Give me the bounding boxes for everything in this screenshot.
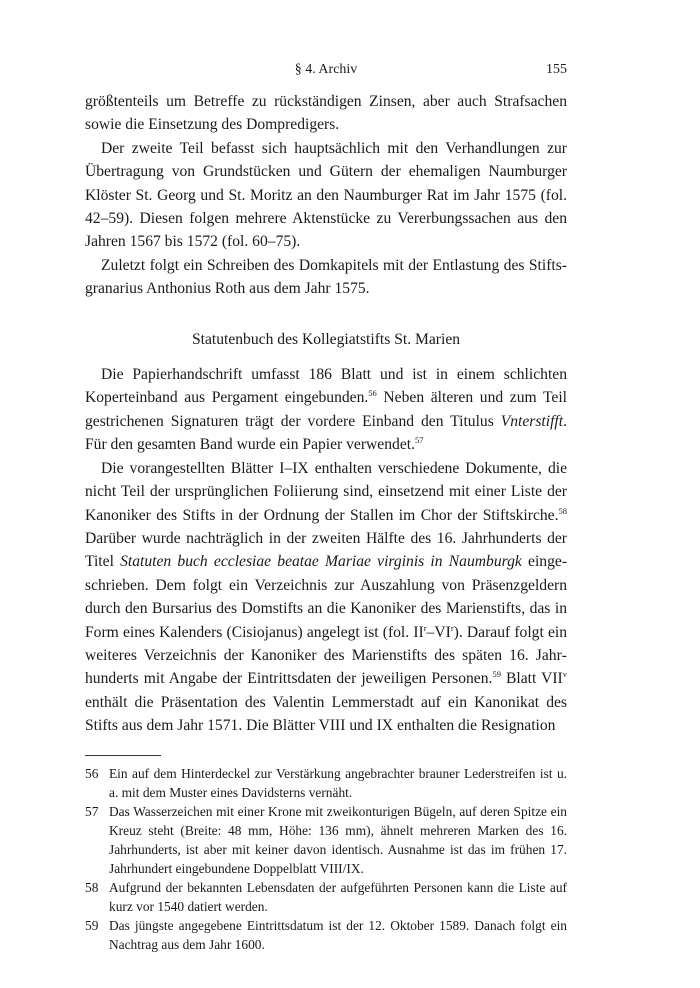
italic-title: Statuten buch ecclesiae beatae Mariae virginis in Naumburgk [120, 553, 522, 571]
paragraph [85, 363, 567, 457]
footnote [85, 764, 567, 802]
text-run: Die vorangestellten Blätter I–IX enthalten verschiedene Dokumente, die nicht Teil der ursprünglichen Foliierung sind, einsetzend mit einer Liste der Kanoniker des Stifts in der Ordnung der Stallen im Chor der Stiftskirche. [85, 459, 567, 524]
footnote-ref: 56 [368, 388, 377, 399]
folio-side: r [423, 622, 427, 633]
text-run: Neben älteren und zum Teil gestrichenen Signaturen trägt der vordere Einband den Titulus [85, 389, 567, 430]
footnote-number: 59 [85, 917, 99, 933]
text-run: Blatt VII [500, 670, 563, 688]
footnote-number: 57 [85, 803, 99, 819]
section-heading: Statutenbuch des Kollegiatstifts St. Marien [191, 330, 461, 348]
section-title: § 4. Archiv [294, 62, 358, 77]
text-run: ). Darauf folgt ein weiteres Verzeichnis der Kanoniker des Marienstifts des späten 16. Jahrhunderts mit Angabe der Eintrittsdaten der jeweiligen Personen. [85, 623, 567, 688]
footnote-ref: 58 [558, 505, 567, 516]
footnote [85, 916, 567, 954]
footnote-text: Das jüngste angegebene Eintrittsdatum ist der 12. Oktober 1589. Danach folgt ein Nachtrag aus dem Jahr 1600. [109, 917, 567, 952]
paragraph: größtenteils um Betreffe zu rückständigen Zinsen, aber auch Strafsachen sowie die Einsetzung des Dompredigers. [85, 93, 567, 134]
footnote-number: 58 [85, 879, 99, 895]
folio-side: r [450, 622, 454, 633]
footnote-ref: 59 [492, 669, 501, 680]
footnote-text: Das Wasserzeichen mit einer Krone mit zweikonturigen Bügeln, auf deren Spitze ein Kreuz steht (Breite: 48 mm, Höhe: 136 mm), ähnelt mehreren Marken des 16. Jahrhunderts, ist aber mit keiner davon identisch. Ausnahme ist das im frühen 17. Jahrhundert eingebundene Doppelblatt VIII/IX. [109, 803, 567, 876]
footnote [85, 878, 567, 916]
paragraph [85, 457, 567, 738]
running-head [85, 60, 567, 82]
footnote-number: 56 [85, 765, 99, 781]
main-text [85, 90, 567, 738]
paragraph: Zuletzt folgt ein Schreiben des Domkapitels mit der Entlastung des Stiftsgranarius Anthonius Roth aus dem Jahr 1575. [85, 256, 567, 298]
text-run: enthält die Präsentation des Valentin Lemmerstadt auf ein Kanonikat des Stifts aus dem Jahr 1571. Die Blätter VIII und IX enthalten die Resignation [85, 693, 567, 735]
text-run: . Für den gesamten Band wurde ein Papier verwendet. [85, 412, 567, 454]
text-run: Die Papierhandschrift umfasst 186 Blatt und ist in einem schlichten Koperteinband aus Pergament eingebunden. [85, 366, 567, 407]
italic-title: Vnterstifft [500, 412, 564, 430]
footnotes [85, 764, 567, 954]
text-run: eingeschrieben. Dem folgt ein Verzeichnis zur Auszahlung von Präsenzgeldern durch den Bursarius des Domstifts an die Kanoniker des Marienstifts, das in Form eines Kalenders (Cisiojanus) angelegt ist (fol. II [85, 553, 568, 641]
book-page [85, 60, 567, 954]
footnote-text: Aufgrund der bekannten Lebensdaten der aufgeführten Personen kann die Liste auf kurz vor 1540 datiert werden. [109, 879, 567, 914]
footnote-divider [85, 755, 161, 756]
page-number: 155 [546, 62, 567, 77]
footnote-text: Ein auf dem Hinterdeckel zur Verstärkung angebrachter brauner Lederstreifen ist u. a. mit dem Muster eines Davidsterns vernäht. [109, 765, 567, 800]
folio-side: v [562, 669, 567, 680]
text-run: –VI [426, 623, 451, 641]
footnote [85, 802, 567, 878]
paragraph: Der zweite Teil befasst sich hauptsächlich mit den Verhandlungen zur Übertragung von Grundstücken und Gütern der ehemaligen Naumburger Klöster St. Georg und St. Moritz an den Naumburger Rat im Jahr 1575 (fol. 42–59). Diesen folgen mehrere Aktenstücke zu Vererbungssachen aus den Jahren 1567 bis 1572 (fol. 60–75). [85, 139, 567, 251]
text-run: Darüber wurde nachträglich in der zweiten Hälfte des 16. Jahrhunderts der Titel [85, 529, 567, 571]
footnote-ref: 57 [414, 435, 424, 446]
